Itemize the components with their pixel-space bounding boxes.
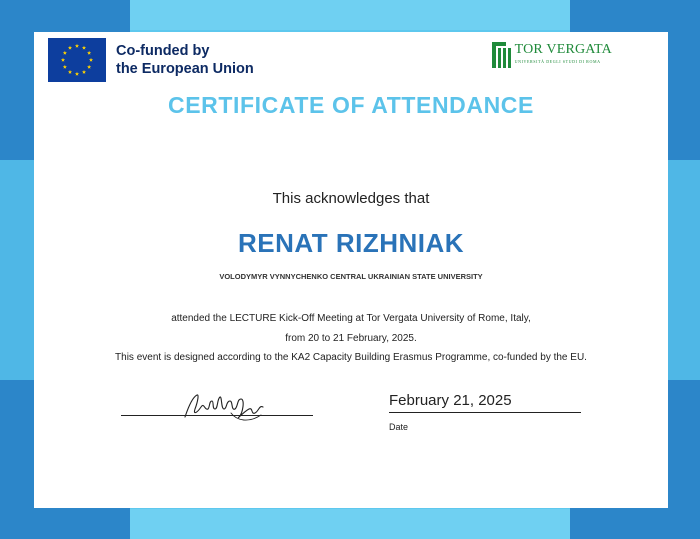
eu-flag-icon [48, 38, 106, 82]
certificate-title: CERTIFICATE OF ATTENDANCE [168, 92, 534, 118]
eu-cofunded-logo [48, 38, 254, 82]
tor-vergata-logo [492, 42, 612, 68]
body-line-1: attended the LECTURE Kick-Off Meeting at Tor Vergata University of Rome, Italy, [171, 313, 531, 324]
tor-vergata-subtitle: UNIVERSITÀ DEGLI STUDI DI ROMA [514, 59, 601, 64]
signature-line [121, 415, 313, 416]
date-line [389, 412, 581, 413]
date-label: Date [389, 422, 409, 432]
tor-vergata-name: TOR VERGATA [514, 42, 612, 57]
date-block [389, 392, 581, 432]
recipient-name: RENAT RIZHNIAK [237, 228, 465, 258]
eu-logo-text [116, 42, 254, 78]
eu-logo-line2: the European Union [116, 61, 254, 77]
handwritten-signature [179, 387, 269, 427]
date-value: February 21, 2025 [389, 392, 512, 409]
body-line-2: from 20 to 21 February, 2025. [285, 333, 417, 344]
signature-block [121, 387, 313, 417]
body-line-3: This event is designed according to the KA2 Capacity Building Erasmus Programme, co-funded by the EU. [115, 352, 587, 363]
certificate-paper [34, 32, 668, 508]
tor-vergata-emblem-icon [492, 42, 512, 68]
acknowledgement-text: This acknowledges that [272, 190, 430, 207]
recipient-institution: VOLODYMYR VYNNYCHENKO CENTRAL UKRAINIAN STATE UNIVERSITY [219, 272, 483, 281]
eu-logo-line1: Co-funded by [116, 43, 210, 59]
